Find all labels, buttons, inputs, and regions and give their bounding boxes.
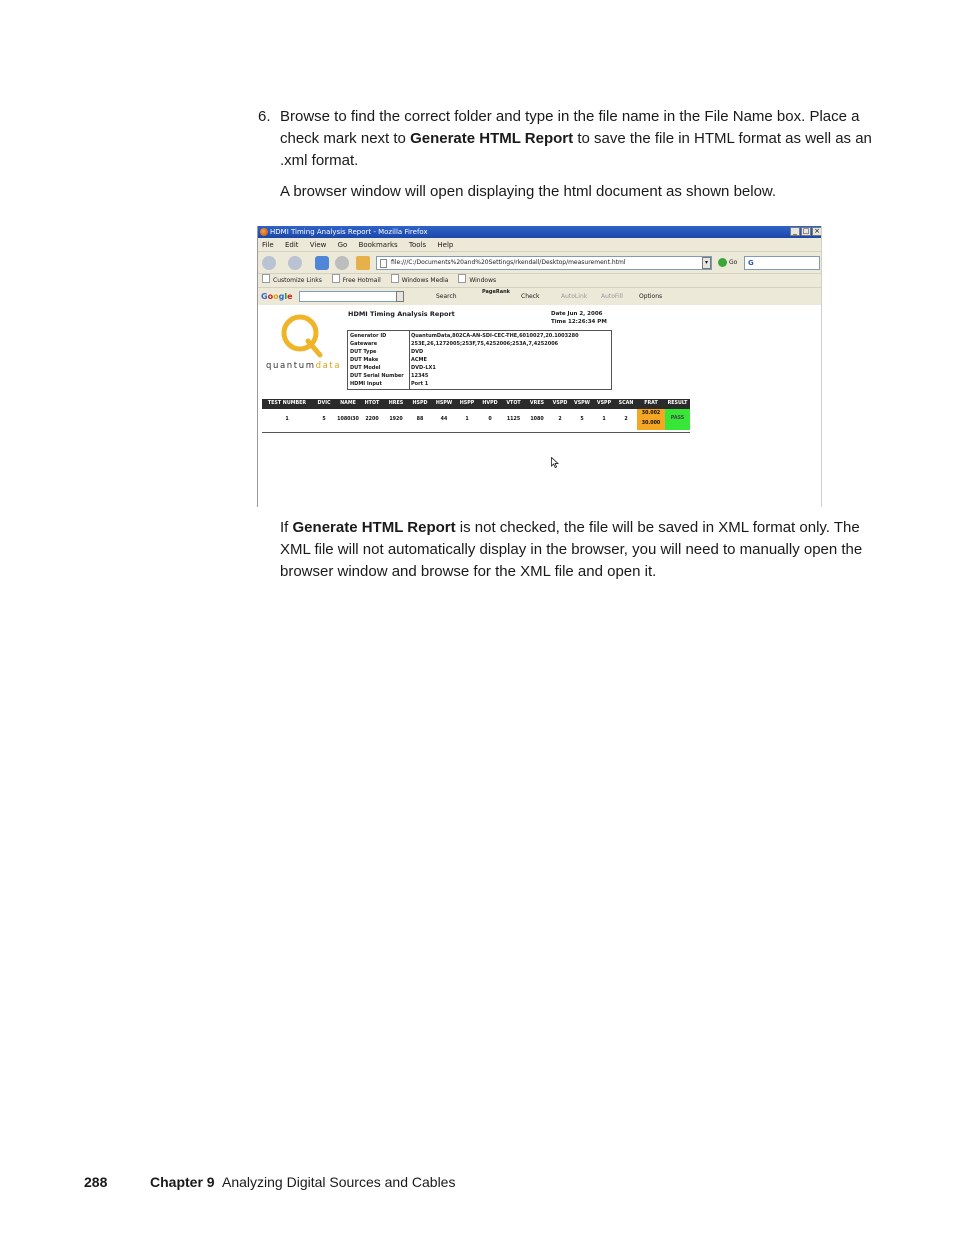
info-row [348, 372, 611, 380]
info-key: DUT Model [350, 365, 381, 371]
info-value: QuantumData,802CA-AN-SDI-CEC-THE,6010027,20.1003280 [411, 333, 579, 339]
logo-wordmark [266, 361, 341, 371]
stop-icon[interactable] [335, 256, 349, 270]
link-windows-media[interactable]: Windows Media [391, 277, 449, 284]
table-cell: 1 [602, 417, 606, 422]
info-key: DUT Serial Number [350, 373, 404, 379]
google-search-input[interactable] [299, 291, 404, 302]
info-value: DVD [411, 349, 424, 355]
table-cell: 1080i30 [337, 417, 359, 422]
step-text-part: to save the file in HTML format as well as an .xml format. [280, 130, 872, 169]
autofill-button[interactable]: AutoFill [601, 293, 623, 300]
google-logo-letter: g [278, 292, 285, 301]
column-header: FRAT [644, 401, 658, 406]
home-icon[interactable] [356, 256, 370, 270]
column-header: HSPD [412, 401, 428, 406]
table-cell: 44 [440, 417, 448, 422]
info-row [348, 332, 611, 340]
menu-edit[interactable]: Edit [284, 241, 299, 249]
page-icon [380, 259, 387, 268]
note-text-part: is not checked, the file will be saved in XML format only. The XML file will not automatically display in the browser, you will need to manually open the browser window and browse for the XML file and open it. [280, 519, 863, 580]
info-key: DUT Type [350, 349, 377, 355]
logo-word-accent: data [315, 361, 342, 371]
column-header: HSPP [459, 401, 475, 406]
column-header: VTOT [506, 401, 521, 406]
column-header: RESULT [667, 401, 688, 406]
google-search-button[interactable]: Search [436, 293, 457, 300]
window-titlebar [258, 226, 822, 238]
chapter-label: Chapter 9 [150, 1174, 215, 1190]
column-header: HRES [388, 401, 404, 406]
check-button[interactable]: Check [521, 293, 540, 300]
report-page [258, 305, 822, 507]
table-cell: 1080 [530, 417, 544, 422]
go-icon [718, 258, 727, 267]
google-toolbar [258, 288, 822, 305]
table-divider [262, 432, 690, 433]
minimize-button[interactable]: _ [790, 227, 800, 236]
logo-word-main: quantum [266, 361, 316, 371]
table-cell: 1 [285, 417, 289, 422]
info-key: Gateware [350, 341, 378, 347]
google-search-dropdown[interactable] [396, 291, 404, 302]
generate-html-report-bold: Generate HTML Report [292, 519, 456, 536]
info-row [348, 356, 611, 364]
column-header: HSPW [435, 401, 453, 406]
link-free-hotmail[interactable]: Free Hotmail [332, 277, 381, 284]
column-header: SCAN [618, 401, 634, 406]
table-cell: 88 [416, 417, 424, 422]
google-logo-letter: l [284, 292, 288, 301]
step-text-part: Browse to find the correct folder and type in the file name in the File Name box. Place a check mark next to [280, 108, 860, 147]
google-logo-letter: o [267, 292, 274, 301]
step-number: 6. [258, 108, 271, 125]
menu-view[interactable]: View [309, 241, 327, 249]
table-cell: 2200 [365, 417, 379, 422]
table-cell: 2 [558, 417, 562, 422]
result-cell [665, 409, 690, 430]
url-dropdown-button[interactable]: ▾ [702, 257, 711, 269]
column-header: VSPW [574, 401, 590, 406]
column-header: TEST NUMBER [267, 401, 307, 406]
menu-bookmarks[interactable]: Bookmarks [358, 241, 398, 249]
browse-note: A browser window will open displaying the html document as shown below. [280, 183, 777, 200]
info-row [348, 364, 611, 372]
chapter-title: Analyzing Digital Sources and Cables [222, 1174, 456, 1190]
report-datetime [551, 310, 607, 326]
go-button[interactable] [718, 258, 737, 268]
info-key: HDMI Input [350, 381, 382, 387]
menu-file[interactable]: File [262, 241, 274, 249]
report-date: Date Jun 2, 2006 [551, 311, 603, 317]
info-row [348, 380, 611, 388]
menu-help[interactable]: Help [437, 241, 454, 249]
column-header: VRES [529, 401, 545, 406]
timing-table-header [262, 399, 690, 409]
table-cell: 1125 [506, 417, 521, 422]
table-cell: 5 [580, 417, 584, 422]
report-title: HDMI Timing Analysis Report [348, 310, 455, 318]
info-row [348, 348, 611, 356]
table-cell: 2 [624, 417, 628, 422]
link-windows[interactable]: Windows [458, 277, 496, 284]
menu-bar [258, 238, 822, 252]
column-header: VSPP [596, 401, 612, 406]
autolink-button[interactable]: AutoLink [561, 293, 588, 300]
navigation-toolbar [258, 252, 822, 274]
info-value: DVD-LX1 [411, 365, 436, 371]
page-number: 288 [84, 1174, 108, 1190]
info-table [347, 330, 612, 390]
google-logo [261, 288, 293, 305]
close-button[interactable]: × [812, 227, 822, 236]
table-cell: 1920 [389, 417, 403, 422]
info-value: Port 1 [411, 381, 429, 387]
column-header: DVIC [317, 401, 331, 406]
search-input[interactable]: G [744, 256, 820, 270]
report-time: Time 12:26:34 PM [551, 319, 607, 325]
frat-value-measured: 30.002 [641, 411, 661, 416]
menu-go[interactable]: Go [337, 241, 348, 249]
reload-icon[interactable] [315, 256, 329, 270]
result-value: PASS [670, 416, 685, 421]
google-logo-letter: o [273, 292, 279, 301]
info-value: ACME [411, 357, 427, 363]
table-cell: 0 [488, 417, 492, 422]
back-icon[interactable] [262, 256, 276, 270]
step-6-text [280, 106, 872, 172]
go-label: Go [729, 259, 738, 266]
column-header: NAME [340, 401, 356, 406]
after-note [280, 517, 872, 583]
table-cell: 1 [465, 417, 469, 422]
firefox-icon [260, 228, 268, 236]
menu-tools[interactable]: Tools [408, 241, 427, 249]
google-logo-letter: G [261, 292, 268, 301]
quantumdata-logo-icon [278, 311, 326, 359]
info-key: DUT Make [350, 357, 379, 363]
google-logo-letter: e [287, 292, 293, 301]
column-header: HVPD [482, 401, 498, 406]
note-text-part: If [280, 519, 293, 536]
info-row [348, 340, 611, 348]
links-toolbar [258, 274, 822, 288]
generate-html-report-bold: Generate HTML Report [410, 130, 574, 147]
url-text: file:///C:/Documents%20and%20Settings/rkendall/Desktop/measurement.html [391, 259, 626, 266]
maximize-button[interactable]: □ [802, 227, 810, 235]
options-button[interactable]: Options [639, 293, 663, 300]
window-title: HDMI Timing Analysis Report - Mozilla Firefox [270, 228, 428, 236]
forward-icon[interactable] [288, 256, 302, 270]
table-row [262, 409, 690, 430]
url-input[interactable] [376, 256, 712, 270]
frat-value-expected: 30.000 [641, 421, 661, 426]
info-key: Generator ID [350, 333, 387, 339]
mouse-cursor-icon [551, 457, 559, 468]
pagerank-indicator: PageRank [482, 289, 510, 295]
browser-chrome [258, 238, 822, 305]
info-value: 12345 [411, 373, 429, 379]
frat-cell [637, 409, 665, 430]
browser-screenshot [257, 226, 822, 507]
link-customize-links[interactable]: Customize Links [262, 277, 322, 284]
table-cell: 5 [322, 417, 326, 422]
column-header: HTOT [364, 401, 380, 406]
column-header: VSPD [552, 401, 568, 406]
info-value: 253E,26,1272005;253F,75,4252006;253A,7,4252006 [411, 341, 559, 347]
